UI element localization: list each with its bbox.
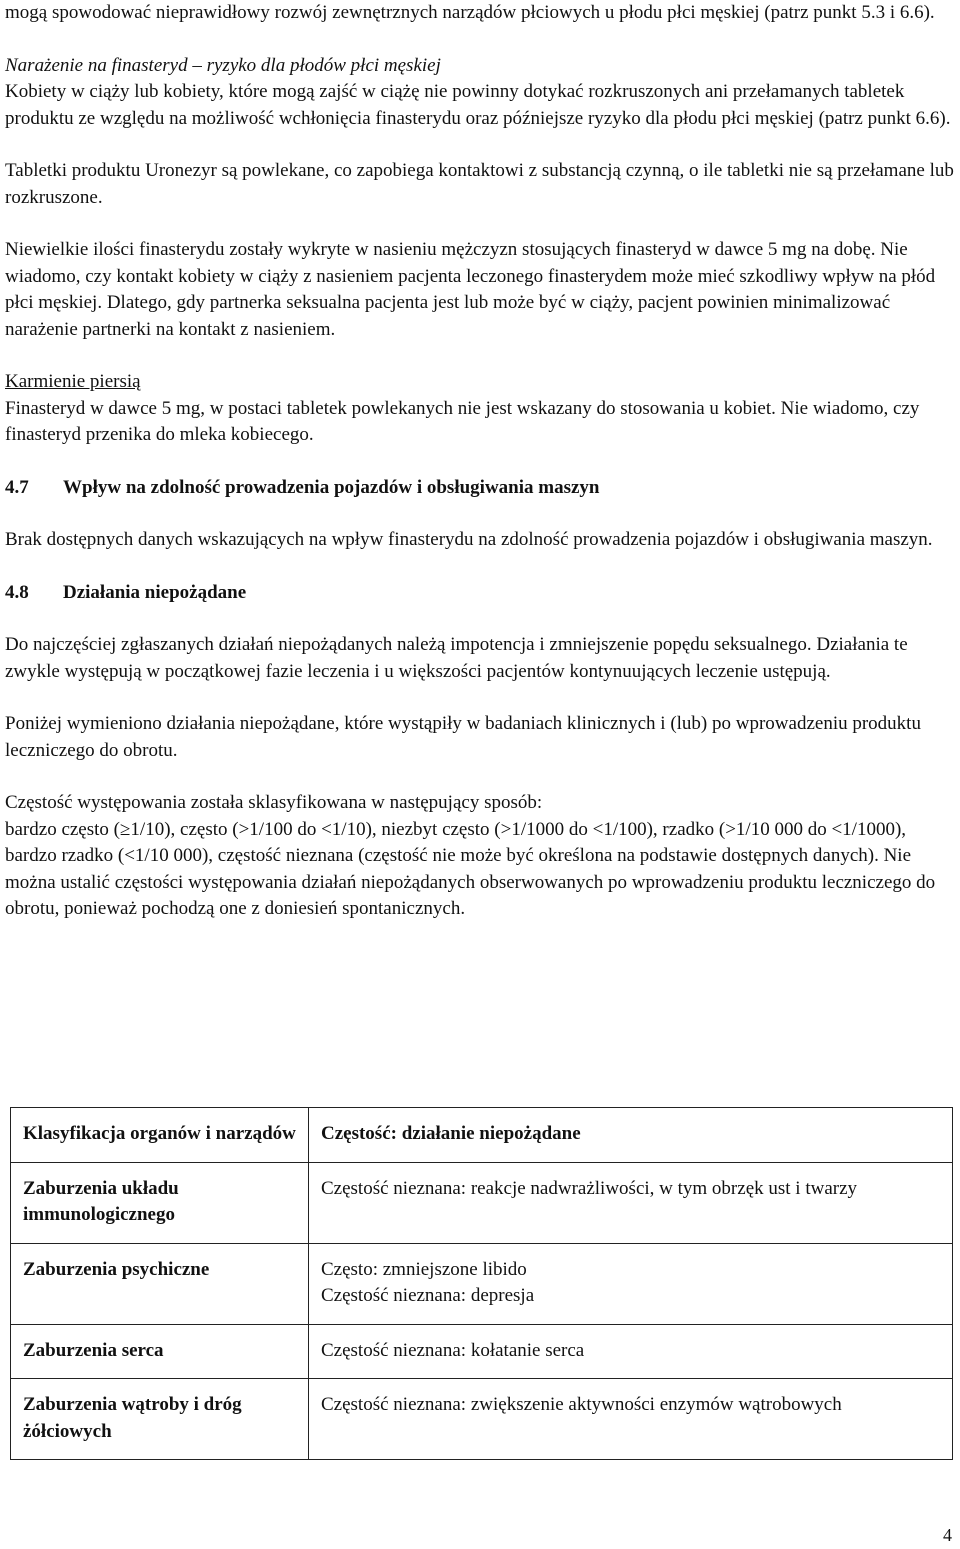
exposure-text: Kobiety w ciąży lub kobiety, które mogą zajść w ciążę nie powinny dotykać rozkruszonych ani przełamanych tabletek produktu ze względu na możliwość wchłonięcia finasterydu oraz późniejsze ryzyko dla płodu płci męskiej (patrz punkt 6.6). bbox=[5, 81, 951, 129]
coated-tablets-text: Tabletki produktu Uronezyr są powlekane, co zapobiega kontaktowi z substancją czynną, o ile tabletki nie są przełamane lub rozkruszone. bbox=[5, 160, 954, 208]
adverse-effects-para-1: Do najczęściej zgłaszanych działań niepożądanych należą impotencja i zmniejszenie popędu seksualnego. Działania te zwykle występują w początkowej fazie leczenia i u większości pacjentów kontynuujących leczenie ustępują. bbox=[5, 634, 908, 682]
table-row bbox=[11, 1324, 953, 1379]
table-cell-reaction: Częstość nieznana: reakcje nadwrażliwości, w tym obrzęk ust i twarzy bbox=[309, 1162, 953, 1243]
table-row bbox=[11, 1243, 953, 1324]
section-4-8-title: Działania niepożądane bbox=[63, 581, 247, 603]
table-cell-reaction: Częstość nieznana: zwiększenie aktywności enzymów wątrobowych bbox=[309, 1379, 953, 1460]
adverse-effects-para-2: Poniżej wymieniono działania niepożądane, które wystąpiły w badaniach klinicznych i (lub) po wprowadzeniu produktu leczniczego do obrotu. bbox=[5, 713, 921, 761]
section-4-8-heading bbox=[5, 580, 955, 607]
table-cell-soc: Zaburzenia wątroby i dróg żółciowych bbox=[11, 1379, 309, 1460]
table-row bbox=[11, 1379, 953, 1460]
exposure-title: Narażenie na finasteryd – ryzyko dla płodów płci męskiej bbox=[5, 54, 441, 76]
section-4-8-number: 4.8 bbox=[5, 581, 29, 603]
page-number: 4 bbox=[943, 1525, 952, 1545]
breastfeeding-title: Karmienie piersią bbox=[5, 371, 141, 392]
table-header-row bbox=[11, 1108, 953, 1163]
section-4-7-title: Wpływ na zdolność prowadzenia pojazdów i obsługiwania maszyn bbox=[63, 476, 600, 498]
document-page bbox=[5, 0, 955, 923]
section-4-7-text: Brak dostępnych danych wskazujących na wpływ finasterydu na zdolność prowadzenia pojazdów i obsługiwania maszyn. bbox=[5, 529, 933, 550]
section-4-7-heading bbox=[5, 475, 955, 502]
section-4-7-number: 4.7 bbox=[5, 476, 29, 498]
frequency-definitions: bardzo często (≥1/10), często (>1/100 do <1/10), niezbyt często (>1/1000 do <1/100), rzadko (>1/10 000 do <1/1000), bardzo rzadko (<1/10 000), częstość nieznana (częstość nie może być określona na podstawie dostępnych danych). Nie można ustalić częstości występowania działań niepożądanych obserwowanych po wprowadzeniu produktu leczniczego do obrotu, ponieważ pochodzą one z doniesień spontanicznych. bbox=[5, 818, 936, 919]
frequency-intro: Częstość występowania została sklasyfikowana w następujący sposób: bbox=[5, 792, 543, 813]
table-cell-reaction: Częstość nieznana: kołatanie serca bbox=[309, 1324, 953, 1379]
table-cell-reaction: Często: zmniejszone libido Częstość nieznana: depresja bbox=[309, 1243, 953, 1324]
table-row bbox=[11, 1162, 953, 1243]
adverse-reactions-table bbox=[10, 1107, 953, 1460]
semen-exposure-text: Niewielkie ilości finasterydu zostały wykryte w nasieniu mężczyzn stosujących finasteryd w dawce 5 mg na dobę. Nie wiadomo, czy kontakt kobiety w ciąży z nasieniem pacjenta leczonego finasterydem może mieć szkodliwy wpływ na płód płci męskiej. Dlatego, gdy partnerka seksualna pacjenta jest lub może być w ciąży, pacjent powinien minimalizować narażenie partnerki na kontakt z nasieniem. bbox=[5, 239, 936, 340]
table-cell-soc: Zaburzenia psychiczne bbox=[11, 1243, 309, 1324]
breastfeeding-text: Finasteryd w dawce 5 mg, w postaci tabletek powlekanych nie jest wskazany do stosowania u kobiet. Nie wiadomo, czy finasteryd przenika do mleka kobiecego. bbox=[5, 397, 920, 445]
table-header-soc: Klasyfikacja organów i narządów bbox=[11, 1108, 309, 1163]
table-header-frequency: Częstość: działanie niepożądane bbox=[309, 1108, 953, 1163]
intro-text: mogą spowodować nieprawidłowy rozwój zewnętrznych narządów płciowych u płodu płci męskiej (patrz punkt 5.3 i 6.6). bbox=[5, 2, 935, 23]
table-cell-soc: Zaburzenia serca bbox=[11, 1324, 309, 1379]
table-cell-soc: Zaburzenia układu immunologicznego bbox=[11, 1162, 309, 1243]
